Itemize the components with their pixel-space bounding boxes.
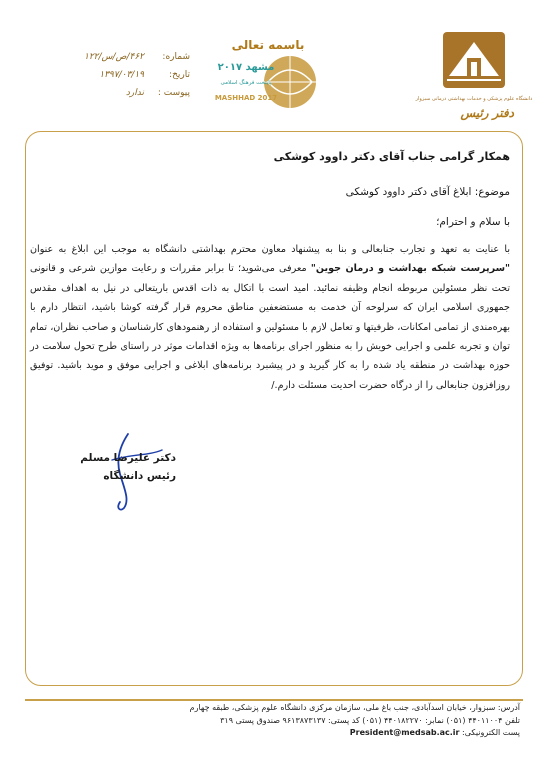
letter-meta xyxy=(60,48,190,102)
email-address[interactable]: President@medsab.ac.ir xyxy=(349,728,460,737)
number-label: شماره: xyxy=(162,52,190,62)
letter-body-frame xyxy=(25,131,523,686)
signer-name: دکتر علیرضا مسلم xyxy=(80,452,176,464)
footer-email-row xyxy=(30,727,520,740)
date-label: تاریخ: xyxy=(169,70,190,80)
svg-text:MASHHAD 2017: MASHHAD 2017 xyxy=(214,94,278,102)
footer-address: آدرس: سبزوار، خیابان اسدآبادی، جنب باغ ملی، سازمان مرکزی دانشگاه علوم پزشکی، طبقه چهارم xyxy=(189,703,520,712)
university-logo xyxy=(415,30,533,108)
svg-text:پایتخت فرهنگ اسلامی: پایتخت فرهنگ اسلامی xyxy=(220,80,272,86)
meta-attachment-row xyxy=(60,84,190,102)
meta-number-row xyxy=(60,48,190,66)
signer-title: رئیس دانشگاه xyxy=(103,470,176,482)
attachment-value: ندارد xyxy=(125,88,144,98)
paragraph-part2: معرفی می‌شوید؛ تا برابر مقررات و رعایت موازین شرعی و قانونی تحت نظر مسئولین مربوطه انجام وظیفه نمائید. امید است با اتکال به ذات اقدس باریتعالی در نیل به اهداف مقدس جمهوری اسلامی ایران که سرلوحه آن خدمت به مستضعفین مناطق محروم قرار گرفته کوشا باشید، انتظار دارم با بهره‌مندی از تمامی امکانات، ظرفیتها و تعامل لازم با مسئولین و استفاده از رهنمودهای کارشناسان و صاحب نظران، تمام توان و تجربه علمی و اجرایی خویش را به منظور اجرای برنامه‌ها به ویژه اقدامات موثر در راستای طرح تحول سلامت در حوزه بهداشت در منطقه یاد شده را به کار گیرید و در پیشبرد برنامه‌های ابلاغی و اجرایی موفق و موید باشید. توفیق روزافزون جنابعالی را از درگاه حضرت احدیت مسئلت دارم./ xyxy=(30,263,510,391)
salutation: همکار گرامی جناب آقای دکتر داوود کوشکی xyxy=(273,150,510,163)
svg-text:مشهد ۲۰۱۷: مشهد ۲۰۱۷ xyxy=(217,62,275,73)
date-value: ۱۳۹۷/۰۳/۱۹ xyxy=(99,70,144,80)
footer xyxy=(30,702,520,740)
svg-text:دانشگاه علوم پزشکی و خدمات بهد: دانشگاه علوم پزشکی و خدمات بهداشتی درمانی سبزوار xyxy=(415,96,533,102)
meta-date-row xyxy=(60,66,190,84)
subject-line: موضوع: ابلاغ آقای دکتر داوود کوشکی xyxy=(345,186,510,198)
invocation-heading: باسمه تعالی xyxy=(231,38,305,52)
number-value: ۴۶۲/ص/س/۱۲۲ xyxy=(84,52,144,62)
office-title: دفتر رئیس xyxy=(460,106,514,120)
attachment-label: پیوست : xyxy=(157,88,190,98)
letter-paragraph xyxy=(30,240,510,395)
footer-contact: تلفن ۴۴۰۱۱۰۰۴ (۰۵۱) نمابر: ۴۴۰۱۸۲۲۷۰ (۰۵۱) کد پستی: ۹۶۱۳۸۷۳۱۳۷ صندوق پستی ۳۱۹ xyxy=(220,715,520,725)
greeting: با سلام و احترام؛ xyxy=(436,216,510,228)
appointment-title: "سرپرست شبکه بهداشت و درمان جوین" xyxy=(310,263,511,275)
footer-divider xyxy=(25,699,523,701)
email-label: پست الکترونیکی: xyxy=(462,728,520,737)
mashhad-2017-logo xyxy=(212,54,312,110)
paragraph-part1: با عنایت به تعهد و تجارب جنابعالی و بنا به پیشنهاد معاون محترم بهداشتی دانشگاه به موجب این ابلاغ به عنوان xyxy=(30,244,510,255)
